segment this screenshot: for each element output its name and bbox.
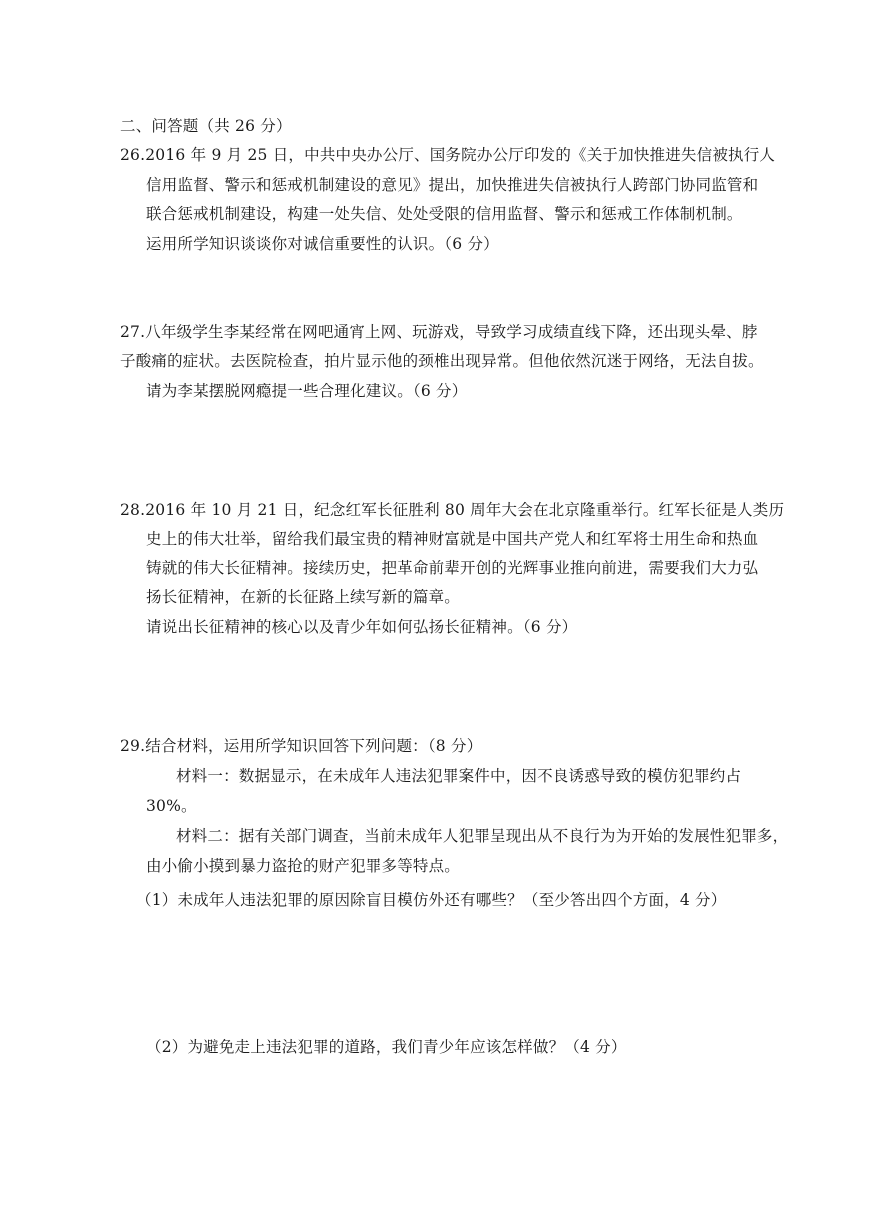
- sub-question-2: （2）为避免走上违法犯罪的道路，我们青少年应该怎样做？（4 分）: [146, 1038, 627, 1056]
- question-28-line-1: 28.2016 年 10 月 21 日，纪念红军长征胜利 80 周年大会在北京隆重举行。红军长征是人类历: [120, 501, 785, 519]
- material-1-line-1: 材料一：数据显示，在未成年人违法犯罪案件中，因不良诱惑导致的模仿犯罪约占: [176, 767, 742, 785]
- question-26-line-2: 信用监督、警示和惩戒机制建设的意见》提出，加快推进失信被执行人跨部门协同监管和: [146, 176, 759, 194]
- question-28-line-3: 铸就的伟大长征精神。接续历史，把革命前辈开创的光辉事业推向前进，需要我们大力弘: [146, 559, 759, 577]
- question-26-line-1: 26.2016 年 9 月 25 日，中共中央办公厅、国务院办公厅印发的《关于加快推进失信被执行人: [120, 146, 776, 164]
- question-28-line-2: 史上的伟大壮举，留给我们最宝贵的精神财富就是中国共产党人和红军将士用生命和热血: [146, 530, 759, 548]
- material-1-line-2: 30%。: [146, 797, 197, 815]
- question-27-line-1: 27.八年级学生李某经常在网吧通宵上网、玩游戏，导致学习成绩直线下降，还出现头晕、脖: [120, 323, 758, 341]
- material-2-line-2: 由小偷小摸到暴力盗抢的财产犯罪多等特点。: [146, 857, 461, 875]
- question-28-prompt: 请说出长征精神的核心以及青少年如何弘扬长征精神。（6 分）: [146, 618, 578, 636]
- question-28-line-4: 扬长征精神，在新的长征路上续写新的篇章。: [146, 588, 461, 606]
- material-2-line-1: 材料二：据有关部门调查，当前未成年人犯罪呈现出从不良行为为开始的发展性犯罪多，: [176, 827, 789, 845]
- question-29-intro: 29.结合材料，运用所学知识回答下列问题：（8 分）: [120, 737, 483, 755]
- question-26-line-3: 联合惩戒机制建设，构建一处失信、处处受限的信用监督、警示和惩戒工作体制机制。: [146, 205, 743, 223]
- section-heading: 二、问答题（共 26 分）: [120, 117, 292, 135]
- sub-question-1: （1）未成年人违法犯罪的原因除盲目模仿外还有哪些？（至少答出四个方面，4 分）: [136, 891, 727, 909]
- question-27-prompt: 请为李某摆脱网瘾提一些合理化建议。（6 分）: [146, 382, 468, 400]
- question-26-prompt: 运用所学知识谈谈你对诚信重要性的认识。（6 分）: [146, 235, 499, 253]
- question-27-line-2: 子酸痛的症状。去医院检查，拍片显示他的颈椎出现异常。但他依然沉迷于网络，无法自拔。: [120, 352, 764, 370]
